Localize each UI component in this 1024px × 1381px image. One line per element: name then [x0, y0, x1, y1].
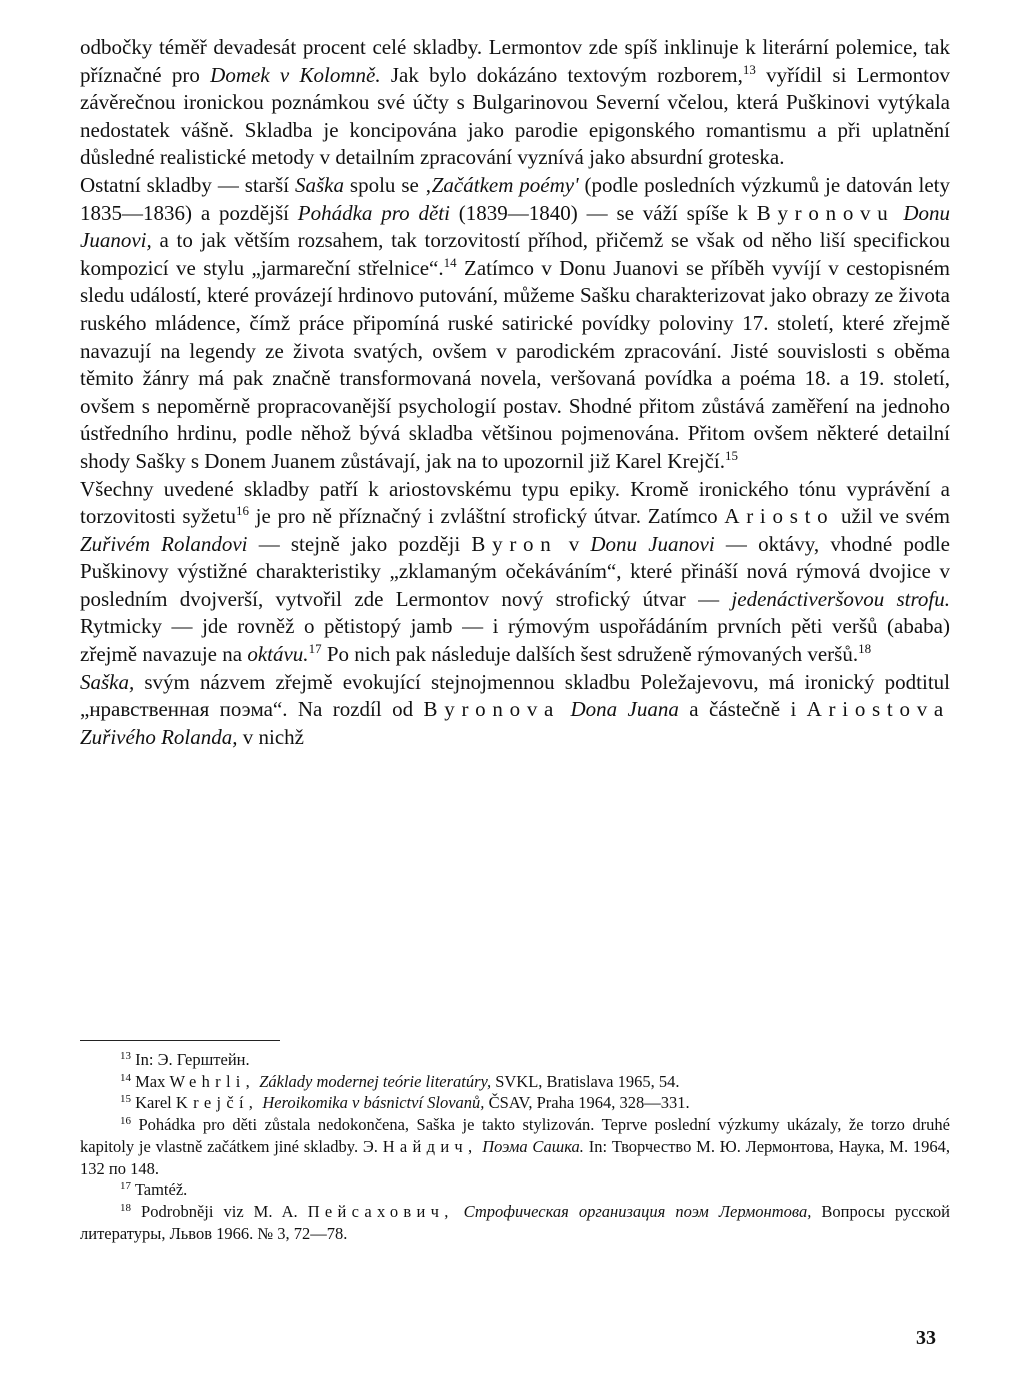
- footnote-reference: 18: [858, 641, 872, 657]
- footnote-16: [80, 1114, 950, 1179]
- italic-run: Zuřivém Rolandovi: [80, 531, 248, 556]
- spaced-name: Byronovu: [756, 200, 895, 225]
- spaced-name: Byronova: [423, 697, 561, 722]
- footnote-reference: 16: [120, 1115, 131, 1128]
- text-run: v nichž: [237, 724, 304, 749]
- italic-run: Donu Juanovi,: [80, 200, 950, 253]
- italic-run: Donu Juanovi: [590, 531, 715, 556]
- footnote-reference: 17: [308, 641, 322, 657]
- paragraph-2: [80, 172, 950, 476]
- text-run: užil ve svém: [834, 504, 950, 529]
- text-run: Zatímco v Donu Juanovi se příběh vyvíjí v cestopisném sledu událostí, které provázejí hrdinovo putování, můžeme Sašku charakterizovat jako obrazy ze života ruského mládence, čímž práce připomíná ruské satirické povídky poloviny 17. století, které zřejmě navazují na legendy ze života svatých, ovšem v parodickém zpracování. Jisté souvislosti s oběma těmito žánry má pak značně transformovaná novela, veršovaná povídka a poéma 18. a 19. století, ovšem s nepoměrně propracovanější psychologií postav. Shodné přitom zůstává zaměření na jednoho ústředního hrdinu, podle něhož bývá skladba většinou pojmenována. Přitom ovšem některé detailní shody Sašky s Donem Juanem zůstávají, jak na to upozornil již Karel Krejčí.: [80, 255, 951, 473]
- italic-run: Heroikomika v básnictví Slovanů,: [262, 1093, 485, 1113]
- text-run: v: [557, 531, 591, 556]
- footnotes-section: [80, 1040, 950, 1244]
- text-run: (1839—1840) — se váží spíše k: [449, 200, 757, 225]
- italic-run: Pohádka pro děti: [297, 200, 450, 225]
- text-run: In: Э. Герштейн.: [131, 1050, 250, 1069]
- text-run: In: Творчество М. Ю. Лермонтова, Наука, М. 1964, 132 по 148.: [80, 1136, 950, 1178]
- footnote-reference: 17: [120, 1180, 131, 1193]
- italic-run: Поэма Сашка.: [482, 1136, 584, 1156]
- text-run: Rytmicky — jde rovněž o pětistopý jamb — i rýmovým uspořádáním prvních pěti veršů (ababa) zřejmě navazuje na: [80, 614, 950, 667]
- text-run: odbočky téměř devadesát procent celé skladby. Lermontov zde spíš inklinuje k literární polemice, tak příznačné pro: [80, 35, 950, 87]
- spaced-name: Пейсахович,: [307, 1201, 454, 1221]
- text-run: (podle posledních výzkumů je datován lety 1835—1836) a pozdější: [80, 172, 950, 225]
- italic-run: Začátkem poémy': [431, 172, 579, 197]
- text-run: je pro ně příznačný i zvláštní strofický útvar. Zatímco: [248, 504, 725, 529]
- spaced-name: Wehrli,: [169, 1071, 256, 1091]
- footnote-reference: 18: [120, 1201, 131, 1214]
- italic-run: Dona Juana: [570, 697, 679, 722]
- italic-run: Základy modernej teórie literatúry,: [259, 1071, 492, 1091]
- footnote-divider: [80, 1040, 280, 1041]
- text-run: spolu se ‚: [343, 172, 432, 197]
- text-run: Všechny uvedené skladby patří k ariostovskému typu epiky. Kromě ironického tónu vyprávění a torzovitosti syžetu: [80, 476, 950, 529]
- text-run: a částečně i: [678, 697, 807, 722]
- text-run: vyřídil si Lermontov závěrečnou ironickou poznámkou své účty s Bulgarinovou Severní včelou, která Puškinovi vytýkala nedostatek vášně. Skladba je koncipována jako parodie epigonského romantismu a při uplatnění důsledné realistické metody v detailním zpracování vyznívá jako absurdní groteska.: [80, 62, 950, 170]
- spaced-name: Ariostova: [806, 697, 950, 722]
- footnote-reference: 14: [120, 1071, 131, 1084]
- footnote-14: [80, 1071, 950, 1093]
- footnote-reference: 13: [120, 1050, 131, 1062]
- text-run: Max: [131, 1071, 170, 1091]
- footnote-15: [80, 1092, 950, 1114]
- text-run: Tamtéž.: [131, 1180, 188, 1200]
- spaced-name: Byron: [471, 531, 558, 556]
- footnote-13: [80, 1049, 950, 1071]
- page-number: 33: [916, 1327, 936, 1349]
- italic-run: Saška,: [80, 669, 135, 694]
- text-run: Jak bylo dokázáno textovým rozborem,: [380, 62, 743, 87]
- footnote-reference: 15: [120, 1093, 131, 1106]
- text-run: Pohádka pro děti zůstala nedokončena, Saška je takto stylizován. Teprve poslední výzkumy ukázaly, že torzo druhé kapitoly je vlastně začátkem jiné skladby. Э.: [80, 1115, 950, 1156]
- italic-run: oktávu.: [247, 642, 309, 667]
- text-run: Вопросы русской литературы, Львов 1966. № 3, 72—78.: [80, 1201, 951, 1243]
- text-run: svým názvem zřejmě evokující stejnojmennou skladbu Poležajevovu, má ironický podtitul „нравственная поэма“. Na rozdíl od: [80, 669, 950, 722]
- footnote-18: [80, 1201, 950, 1244]
- italic-run: Domek v Kolomně.: [210, 62, 381, 87]
- spaced-name: Ariosto: [724, 504, 835, 529]
- footnote-reference: 13: [742, 61, 756, 77]
- spaced-name: Найдич,: [382, 1136, 478, 1156]
- text-run: [895, 201, 904, 225]
- italic-run: Строфическая организация поэм Лермонтова,: [463, 1201, 812, 1221]
- italic-run: Zuřivého Rolanda,: [80, 724, 238, 749]
- paragraph-4: [80, 669, 950, 752]
- paragraph-3: [80, 476, 950, 669]
- text-run: [560, 697, 570, 721]
- footnote-reference: 14: [443, 254, 457, 270]
- text-run: a to jak větším rozsahem, tak torzovitostí příhod, přičemž se však od něho liší specifickou kompozicí ve stylu „jarmareční střelnice“.: [80, 228, 950, 280]
- spaced-name: Krejčí,: [175, 1093, 259, 1113]
- text-run: Po nich pak následuje dalších šest sdruženě rýmovaných veršů.: [321, 642, 859, 667]
- text-run: — oktávy, vhodné podle Puškinovy výstižné charakteristiky „zklamaným očekáváním“, které přináší nová rýmová dvojice v posledním dvojverší, vytvořil zde Lermontov nový strofický útvar —: [80, 531, 950, 611]
- italic-run: jedenáctiveršovou strofu.: [731, 586, 950, 611]
- footnote-17: [80, 1179, 950, 1201]
- text-run: Podrobněji viz M. A.: [131, 1201, 308, 1221]
- paragraph-1: [80, 34, 950, 172]
- text-run: — stejně jako později: [247, 531, 472, 556]
- text-run: ČSAV, Praha 1964, 328—331.: [484, 1093, 690, 1113]
- italic-run: Saška: [294, 172, 344, 197]
- footnote-reference: 16: [235, 503, 249, 519]
- text-run: [454, 1202, 464, 1221]
- text-run: SVKL, Bratislava 1965, 54.: [491, 1071, 680, 1091]
- text-run: Karel: [131, 1093, 176, 1113]
- document-page: [80, 34, 950, 751]
- footnote-reference: 15: [725, 447, 739, 463]
- text-run: Ostatní skladby — starší: [80, 172, 295, 197]
